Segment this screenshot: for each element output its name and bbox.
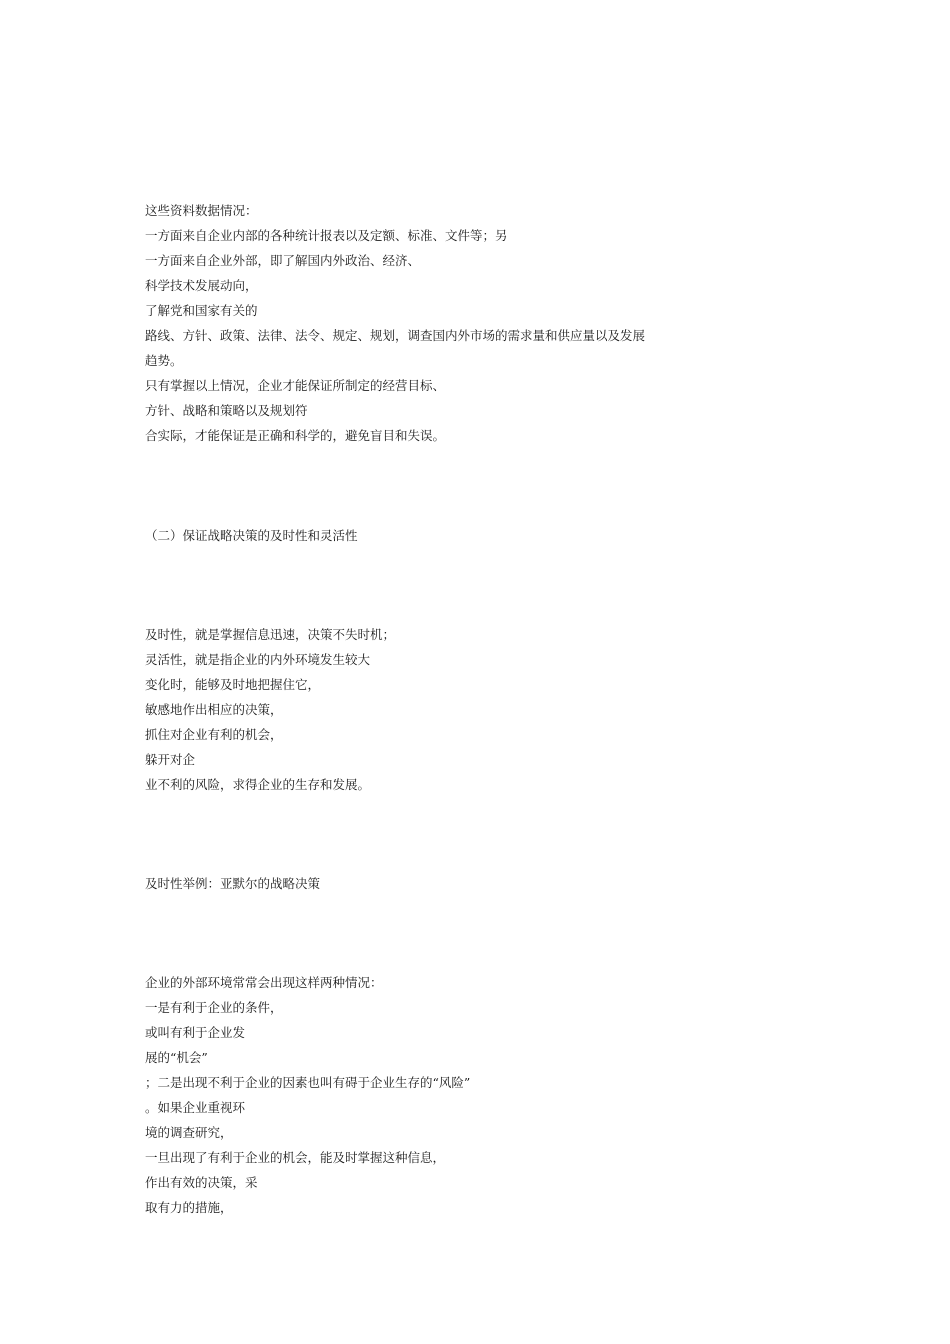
text-line: 取有力的措施， — [145, 1200, 233, 1215]
text-line: 或叫有利于企业发 — [145, 1025, 246, 1040]
text-line: 及时性，就是掌握信息迅速，决策不失时机； — [145, 627, 396, 642]
text-line: ；二是出现不利于企业的因素也叫有碍于企业生存的“风险” — [145, 1075, 471, 1090]
text-line: 灵活性，就是指企业的内外环境发生较大 — [145, 652, 371, 667]
text-line: 科学技术发展动向， — [145, 278, 258, 293]
text-line: 展的“机会” — [145, 1050, 208, 1065]
text-line: 抓住对企业有利的机会， — [145, 727, 283, 742]
text-line: 境的调查研究， — [145, 1125, 233, 1140]
text-line: 趋势。 — [145, 353, 183, 368]
text-line: 躲开对企 — [145, 752, 196, 767]
text-line: 企业的外部环境常常会出现这样两种情况： — [145, 975, 383, 990]
text-line: 了解党和国家有关的 — [145, 303, 258, 318]
text-line: 。如果企业重视环 — [145, 1100, 246, 1115]
section-3-heading: 及时性举例：亚默尔的战略决策 — [145, 876, 321, 891]
text-line: 路线、方针、政策、法律、法令、规定、规划，调查国内外市场的需求量和供应量以及发展 — [145, 328, 646, 343]
text-line: 一旦出现了有利于企业的机会，能及时掌握这种信息， — [145, 1150, 446, 1165]
text-line: 合实际，才能保证是正确和科学的，避免盲目和失误。 — [145, 428, 446, 443]
text-line: 一是有利于企业的条件， — [145, 1000, 283, 1015]
text-line: 这些资料数据情况： — [145, 203, 258, 218]
section-2-heading: （二）保证战略决策的及时性和灵活性 — [145, 528, 358, 543]
text-line: 一方面来自企业内部的各种统计报表以及定额、标准、文件等；另 — [145, 228, 508, 243]
text-line: 一方面来自企业外部，即了解国内外政治、经济、 — [145, 253, 421, 268]
text-line: 作出有效的决策，采 — [145, 1175, 258, 1190]
text-line: 只有掌握以上情况，企业才能保证所制定的经营目标、 — [145, 378, 446, 393]
text-line: 敏感地作出相应的决策， — [145, 702, 283, 717]
text-line: 方针、战略和策略以及规划符 — [145, 403, 308, 418]
text-line: 变化时，能够及时地把握住它， — [145, 677, 321, 692]
text-line: 业不利的风险，求得企业的生存和发展。 — [145, 777, 371, 792]
